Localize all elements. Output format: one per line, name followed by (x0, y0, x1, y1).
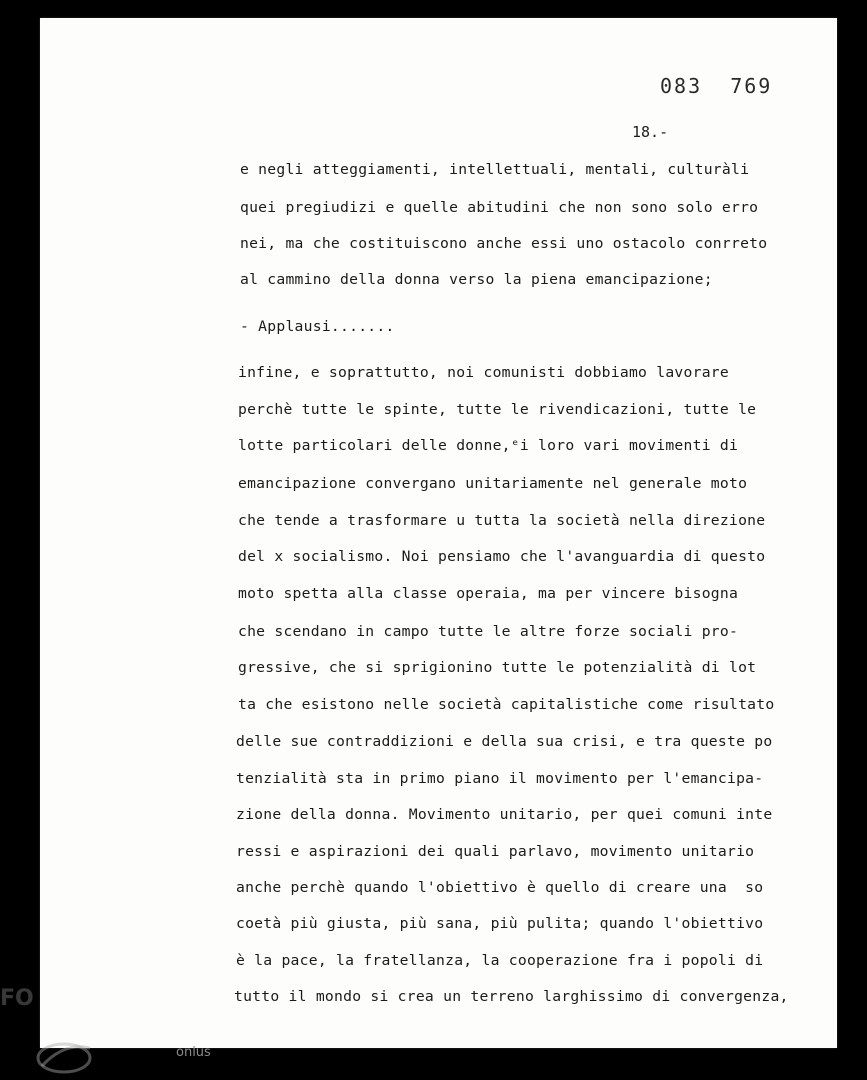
text-line: ressi e aspirazioni dei quali parlavo, movimento unitario (236, 844, 755, 860)
text-line: del x socialismo. Noi pensiamo che l'avanguardia di questo (238, 549, 766, 565)
text-line: coetà più giusta, più sana, più pulita; quando l'obiettivo (236, 916, 764, 932)
text-line: perchè tutte le spinte, tutte le rivendicazioni, tutte le (238, 402, 757, 418)
text-line: lotte particolari delle donne,ᵉi loro vari movimenti di (238, 438, 739, 454)
watermark-logo-icon (34, 1036, 94, 1076)
text-line: emancipazione convergano unitariamente nel generale moto (238, 476, 748, 492)
text-line: anche perchè quando l'obiettivo è quello di creare una so (236, 880, 764, 896)
text-line: nei, ma che costituiscono anche essi uno ostacolo conrreto (240, 236, 768, 252)
page-number: 18.- (632, 123, 669, 141)
watermark-text: FO (0, 986, 34, 1011)
text-line: quei pregiudizi e quelle abitudini che non sono solo erro (240, 200, 759, 216)
text-line: moto spetta alla classe operaia, ma per vincere bisogna (238, 586, 739, 602)
text-line: che tende a trasformare u tutta la società nella direzione (238, 513, 766, 529)
text-line: che scendano in campo tutte le altre forze sociali pro- (238, 624, 739, 640)
text-line: è la pace, la fratellanza, la cooperazione fra i popoli di (236, 953, 764, 969)
text-line: zione della donna. Movimento unitario, per quei comuni inte (236, 807, 773, 823)
text-line: tenzialità sta in primo piano il movimento per l'emancipa- (236, 771, 764, 787)
text-line: gressive, che si sprigionino tutte le potenzialità di lot (238, 660, 757, 676)
text-line: ta che esistono nelle società capitalistiche come risultato (238, 697, 775, 713)
text-line: tutto il mondo si crea un terreno larghissimo di convergenza, (234, 989, 789, 1005)
watermark-onlus: onlus (176, 1045, 211, 1060)
text-line: infine, e soprattutto, noi comunisti dobbiamo lavorare (238, 365, 729, 381)
applause-note: - Applausi....... (240, 319, 395, 335)
text-line: al cammino della donna verso la piena emancipazione; (240, 272, 713, 288)
text-line: e negli atteggiamenti, intellettuali, mentali, culturàli (240, 162, 750, 178)
archive-number: 083 769 (660, 74, 773, 98)
typewritten-page (40, 18, 837, 1048)
text-line: delle sue contraddizioni e della sua crisi, e tra queste po (236, 734, 773, 750)
